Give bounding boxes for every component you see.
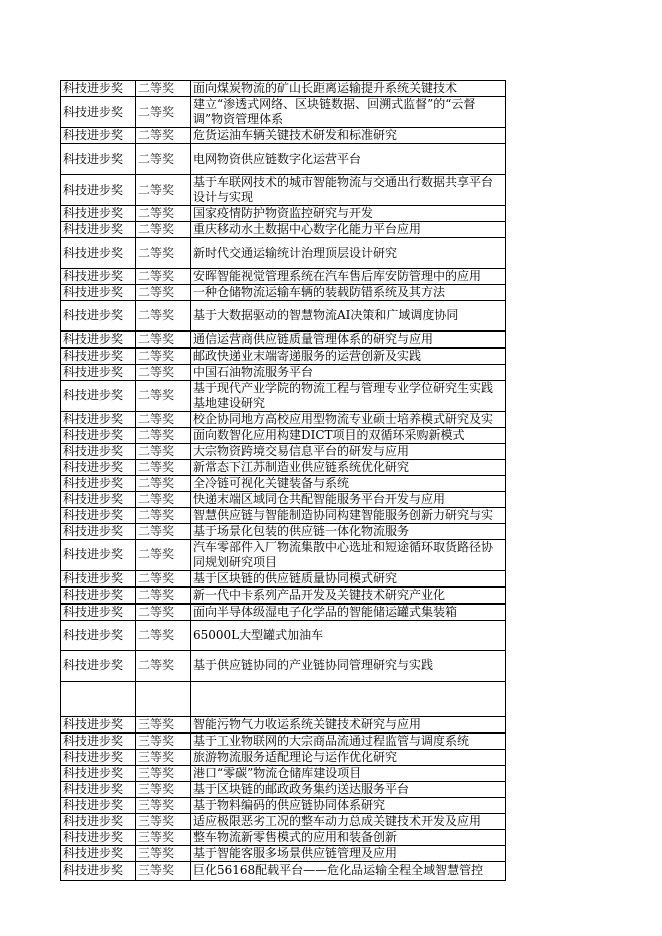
grade-cell[interactable]: 二等奖 bbox=[136, 411, 191, 427]
grade-cell[interactable]: 二等奖 bbox=[136, 587, 191, 604]
table-row bbox=[61, 620, 506, 650]
title-cell[interactable]: 新时代交通运输统计治理顶层设计研究 bbox=[191, 238, 506, 269]
category-cell[interactable]: 科技进步奖 bbox=[61, 587, 136, 604]
title-cell[interactable]: 基于车联网技术的城市智能物流与交通出行数据共享平台设计与实现 bbox=[191, 175, 506, 206]
category-cell[interactable]: 科技进步奖 bbox=[61, 206, 136, 222]
grade-cell[interactable]: 三等奖 bbox=[136, 749, 191, 765]
table-row bbox=[61, 175, 506, 206]
category-cell[interactable]: 科技进步奖 bbox=[61, 364, 136, 380]
title-cell[interactable]: 邮政快递业末端寄递服务的运营创新及实践 bbox=[191, 348, 506, 365]
table-row bbox=[61, 523, 506, 539]
grade-cell[interactable]: 三等奖 bbox=[136, 733, 191, 750]
table-row bbox=[61, 331, 506, 348]
grade-cell[interactable]: 二等奖 bbox=[136, 206, 191, 222]
category-cell[interactable]: 科技进步奖 bbox=[61, 128, 136, 144]
grade-cell[interactable]: 二等奖 bbox=[136, 238, 191, 269]
grade-cell[interactable]: 二等奖 bbox=[136, 443, 191, 459]
category-cell[interactable]: 科技进步奖 bbox=[61, 733, 136, 750]
grade-cell[interactable]: 二等奖 bbox=[136, 348, 191, 365]
category-cell[interactable]: 科技进步奖 bbox=[61, 507, 136, 523]
category-cell[interactable]: 科技进步奖 bbox=[61, 144, 136, 175]
grade-cell[interactable]: 二等奖 bbox=[136, 380, 191, 411]
title-cell[interactable]: 基于现代产业学院的物流工程与管理专业学位研究生实践基地建设研究 bbox=[191, 380, 506, 411]
title-cell[interactable]: 危货运油车辆关键技术研发和标准研究 bbox=[191, 128, 506, 144]
table-row bbox=[61, 81, 506, 97]
category-cell[interactable]: 科技进步奖 bbox=[61, 285, 136, 301]
table-row bbox=[61, 144, 506, 175]
table-row bbox=[61, 491, 506, 507]
grade-cell[interactable]: 三等奖 bbox=[136, 813, 191, 829]
table-row bbox=[61, 829, 506, 845]
grade-cell[interactable]: 二等奖 bbox=[136, 269, 191, 285]
grade-cell[interactable]: 二等奖 bbox=[136, 570, 191, 587]
title-cell[interactable]: 基于智能客服多场景供应链管理及应用 bbox=[191, 845, 506, 861]
table-row bbox=[61, 427, 506, 443]
table-row bbox=[61, 301, 506, 331]
grade-cell[interactable]: 二等奖 bbox=[136, 523, 191, 539]
table-row bbox=[61, 716, 506, 733]
table-row bbox=[61, 348, 506, 365]
category-cell[interactable]: 科技进步奖 bbox=[61, 269, 136, 285]
table-row bbox=[61, 411, 506, 427]
table-row bbox=[61, 781, 506, 797]
table-row bbox=[61, 604, 506, 621]
grade-cell[interactable]: 二等奖 bbox=[136, 650, 191, 681]
grade-cell[interactable]: 二等奖 bbox=[136, 128, 191, 144]
grade-cell[interactable]: 二等奖 bbox=[136, 364, 191, 380]
category-cell[interactable]: 科技进步奖 bbox=[61, 813, 136, 829]
title-cell[interactable]: 汽车零部件入厂物流集散中心选址和短途循环取货路径协同规划研究项目 bbox=[191, 539, 506, 570]
grade-cell[interactable]: 二等奖 bbox=[136, 175, 191, 206]
table-row bbox=[61, 733, 506, 750]
table-row bbox=[61, 206, 506, 222]
grade-cell[interactable]: 二等奖 bbox=[136, 331, 191, 348]
grade-cell[interactable]: 三等奖 bbox=[136, 845, 191, 861]
title-cell[interactable]: 中国石油物流服务平台 bbox=[191, 364, 506, 380]
table-row bbox=[61, 765, 506, 781]
category-cell[interactable]: 科技进步奖 bbox=[61, 459, 136, 475]
title-cell[interactable]: 面向数智化应用构建DICT项目的双循环采购新模式 bbox=[191, 427, 506, 443]
category-cell[interactable]: 科技进步奖 bbox=[61, 650, 136, 681]
grade-cell[interactable]: 二等奖 bbox=[136, 475, 191, 491]
category-cell[interactable]: 科技进步奖 bbox=[61, 222, 136, 238]
title-cell[interactable]: 大宗物资跨境交易信息平台的研发与应用 bbox=[191, 443, 506, 459]
category-cell[interactable]: 科技进步奖 bbox=[61, 845, 136, 861]
grade-cell[interactable]: 二等奖 bbox=[136, 285, 191, 301]
table-row bbox=[61, 507, 506, 523]
title-cell[interactable] bbox=[191, 681, 506, 716]
table-row bbox=[61, 650, 506, 681]
category-cell[interactable]: 科技进步奖 bbox=[61, 604, 136, 621]
table-row bbox=[61, 97, 506, 128]
category-cell[interactable]: 科技进步奖 bbox=[61, 781, 136, 797]
category-cell[interactable]: 科技进步奖 bbox=[61, 380, 136, 411]
grade-cell[interactable]: 二等奖 bbox=[136, 81, 191, 97]
title-cell[interactable]: 通信运营商供应链质量管理体系的研究与应用 bbox=[191, 331, 506, 348]
category-cell[interactable]: 科技进步奖 bbox=[61, 301, 136, 331]
title-cell[interactable]: 电网物资供应链数字化运营平台 bbox=[191, 144, 506, 175]
category-cell[interactable]: 科技进步奖 bbox=[61, 411, 136, 427]
title-cell[interactable]: 基于场景化包装的供应链一体化物流服务 bbox=[191, 523, 506, 539]
category-cell[interactable]: 科技进步奖 bbox=[61, 443, 136, 459]
grade-cell[interactable]: 二等奖 bbox=[136, 427, 191, 443]
category-cell[interactable]: 科技进步奖 bbox=[61, 570, 136, 587]
title-cell[interactable]: 国家疫情防护物资监控研究与开发 bbox=[191, 206, 506, 222]
table-row bbox=[61, 861, 506, 880]
grade-cell[interactable]: 二等奖 bbox=[136, 539, 191, 570]
category-cell[interactable]: 科技进步奖 bbox=[61, 475, 136, 491]
table-row bbox=[61, 269, 506, 285]
title-cell[interactable]: 整车物流新零售模式的应用和装备创新 bbox=[191, 829, 506, 845]
category-cell[interactable]: 科技进步奖 bbox=[61, 765, 136, 781]
grade-cell[interactable]: 三等奖 bbox=[136, 861, 191, 880]
grade-cell[interactable]: 二等奖 bbox=[136, 620, 191, 650]
table-row bbox=[61, 749, 506, 765]
category-cell[interactable]: 科技进步奖 bbox=[61, 523, 136, 539]
table-row bbox=[61, 238, 506, 269]
title-cell[interactable]: 巨化56168配载平台——危化品运输全程全域智慧管控 bbox=[191, 861, 506, 880]
title-cell[interactable]: 基于大数据驱动的智慧物流AI决策和广域调度协同 bbox=[191, 301, 506, 331]
table-row bbox=[61, 364, 506, 380]
category-cell[interactable]: 科技进步奖 bbox=[61, 175, 136, 206]
grade-cell[interactable]: 二等奖 bbox=[136, 491, 191, 507]
title-cell[interactable]: 面向煤炭物流的矿山长距离运输提升系统关键技术 bbox=[191, 81, 506, 97]
grade-cell[interactable]: 三等奖 bbox=[136, 829, 191, 845]
grade-cell[interactable]: 三等奖 bbox=[136, 797, 191, 813]
table-row bbox=[61, 587, 506, 604]
title-cell[interactable]: 基于工业物联网的大宗商品流通过程监管与调度系统 bbox=[191, 733, 506, 750]
category-cell[interactable]: 科技进步奖 bbox=[61, 348, 136, 365]
table-row bbox=[61, 459, 506, 475]
title-cell[interactable]: 快递末端区域同仓共配智能服务平台开发与应用 bbox=[191, 491, 506, 507]
title-cell[interactable]: 65000L大型罐式加油车 bbox=[191, 620, 506, 650]
title-cell[interactable]: 基于物料编码的供应链协同体系研究 bbox=[191, 797, 506, 813]
title-cell[interactable]: 面向半导体级湿电子化学品的智能储运罐式集装箱 bbox=[191, 604, 506, 621]
table-row bbox=[61, 797, 506, 813]
title-cell[interactable]: 安晖智能视觉管理系统在汽车售后库安防管理中的应用 bbox=[191, 269, 506, 285]
title-cell[interactable]: 基于区块链的供应链质量协同模式研究 bbox=[191, 570, 506, 587]
title-cell[interactable]: 智能污物气力收运系统关键技术研究与应用 bbox=[191, 716, 506, 733]
grade-cell[interactable]: 二等奖 bbox=[136, 144, 191, 175]
grade-cell[interactable] bbox=[136, 681, 191, 716]
category-cell[interactable]: 科技进步奖 bbox=[61, 81, 136, 97]
grade-cell[interactable]: 二等奖 bbox=[136, 459, 191, 475]
category-cell[interactable]: 科技进步奖 bbox=[61, 97, 136, 128]
grade-cell[interactable]: 二等奖 bbox=[136, 604, 191, 621]
category-cell[interactable] bbox=[61, 681, 136, 716]
title-cell[interactable]: 建立“渗透式网络、区块链数据、回溯式监督”的“云督调”物资管理体系 bbox=[191, 97, 506, 128]
table-row bbox=[61, 813, 506, 829]
title-cell[interactable]: 重庆移动水土数据中心数字化能力平台应用 bbox=[191, 222, 506, 238]
title-cell[interactable]: 智慧供应链与智能制造协同构建智能服务创新力研究与实 bbox=[191, 507, 506, 523]
grade-cell[interactable]: 二等奖 bbox=[136, 97, 191, 128]
table-row bbox=[61, 128, 506, 144]
grade-cell[interactable]: 三等奖 bbox=[136, 781, 191, 797]
grade-cell[interactable]: 三等奖 bbox=[136, 765, 191, 781]
table-row bbox=[61, 475, 506, 491]
grade-cell[interactable]: 三等奖 bbox=[136, 716, 191, 733]
category-cell[interactable]: 科技进步奖 bbox=[61, 716, 136, 733]
table-row bbox=[61, 845, 506, 861]
category-cell[interactable]: 科技进步奖 bbox=[61, 427, 136, 443]
category-cell[interactable]: 科技进步奖 bbox=[61, 539, 136, 570]
title-cell[interactable]: 基于供应链协同的产业链协同管理研究与实践 bbox=[191, 650, 506, 681]
awards-table bbox=[60, 80, 506, 881]
title-cell[interactable]: 基于区块链的邮政政务集约送达服务平台 bbox=[191, 781, 506, 797]
grade-cell[interactable]: 二等奖 bbox=[136, 222, 191, 238]
category-cell[interactable]: 科技进步奖 bbox=[61, 829, 136, 845]
title-cell[interactable]: 全冷链可视化关键装备与系统 bbox=[191, 475, 506, 491]
category-cell[interactable]: 科技进步奖 bbox=[61, 797, 136, 813]
title-cell[interactable]: 适应极限恶劣工况的整车动力总成关键技术开发及应用 bbox=[191, 813, 506, 829]
table-row bbox=[61, 539, 506, 570]
table-row bbox=[61, 380, 506, 411]
table-row bbox=[61, 222, 506, 238]
title-cell[interactable]: 新一代中卡系列产品开发及关键技术研究产业化 bbox=[191, 587, 506, 604]
table-row bbox=[61, 570, 506, 587]
category-cell[interactable]: 科技进步奖 bbox=[61, 491, 136, 507]
category-cell[interactable]: 科技进步奖 bbox=[61, 861, 136, 880]
grade-cell[interactable]: 二等奖 bbox=[136, 507, 191, 523]
category-cell[interactable]: 科技进步奖 bbox=[61, 238, 136, 269]
title-cell[interactable]: 校企协同地方高校应用型物流专业硕士培养模式研究及实 bbox=[191, 411, 506, 427]
title-cell[interactable]: 港口“零碳”物流仓储库建设项目 bbox=[191, 765, 506, 781]
table-row bbox=[61, 285, 506, 301]
category-cell[interactable]: 科技进步奖 bbox=[61, 331, 136, 348]
title-cell[interactable]: 旅游物流服务适配理论与运作优化研究 bbox=[191, 749, 506, 765]
table-row bbox=[61, 443, 506, 459]
title-cell[interactable]: 新常态下江苏制造业供应链系统优化研究 bbox=[191, 459, 506, 475]
empty-row bbox=[61, 681, 506, 716]
category-cell[interactable]: 科技进步奖 bbox=[61, 620, 136, 650]
category-cell[interactable]: 科技进步奖 bbox=[61, 749, 136, 765]
grade-cell[interactable]: 二等奖 bbox=[136, 301, 191, 331]
title-cell[interactable]: 一种仓储物流运输车辆的装载防错系统及其方法 bbox=[191, 285, 506, 301]
